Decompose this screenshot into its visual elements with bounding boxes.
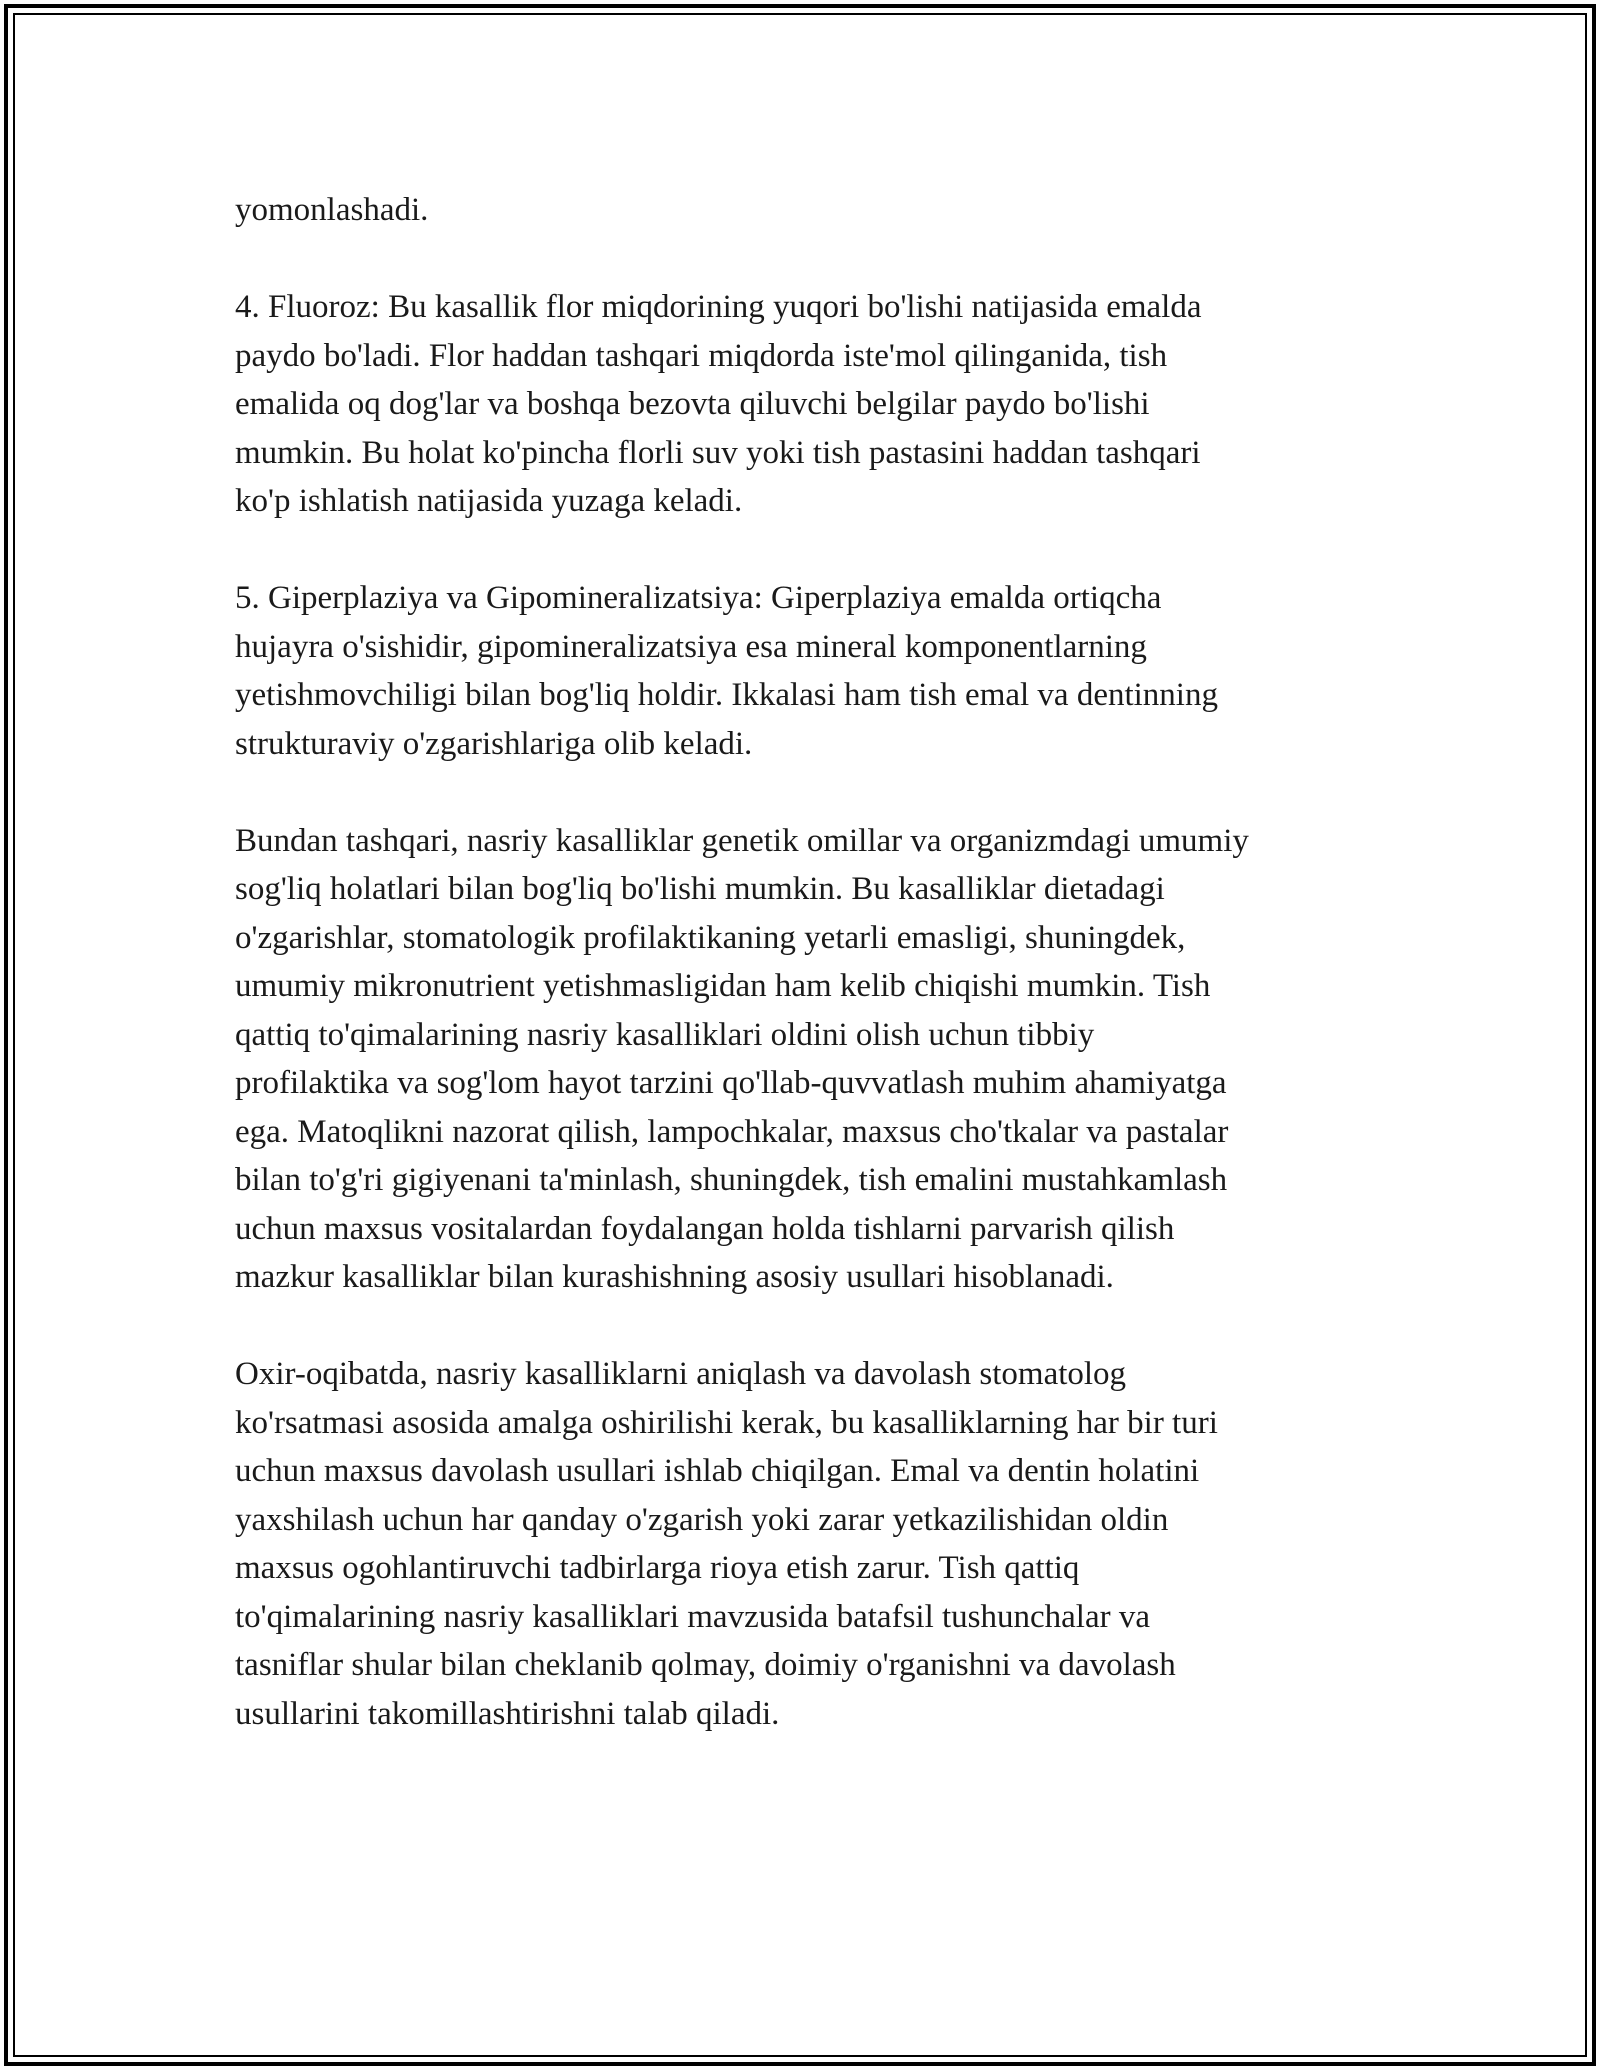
document-body xyxy=(235,186,1375,1787)
paragraph-oxir-oqibatda: Oxir-oqibatda, nasriy kasalliklarni aniqlash va davolash stomatolog ko'rsatmasi asosida amalga oshirilishi kerak, bu kasalliklarning har bir turi uchun maxsus davolash usullari ishlab chiqilgan. Emal va dentin holatini yaxshilash uchun har qanday o'zgarish yoki zarar yetkazilishidan oldin maxsus ogohlantiruvchi tadbirlarga rioya etish zarur. Tish qattiq to'qimalarining nasriy kasalliklari mavzusida batafsil tushunchalar va tasniflar shular bilan cheklanib qolmay, doimiy o'rganishni va davolash usullarini takomillashtirishni talab qiladi. xyxy=(235,1356,1218,1732)
paragraph-bundan-tashqari: Bundan tashqari, nasriy kasalliklar genetik omillar va organizmdagi umumiy sog'liq holatlari bilan bog'liq bo'lishi mumkin. Bu kasalliklar dietadagi o'zgarishlar, stomatologik profilaktikaning yetarli emasligi, shuningdek, umumiy mikronutrient yetishmasligidan ham kelib chiqishi mumkin. Tish qattiq to'qimalarining nasriy kasalliklari oldini olish uchun tibbiy profilaktika va sog'lom hayot tarzini qo'llab-quvvatlash muhim ahamiyatga ega. Matoqlikni nazorat qilish, lampochkalar, maxsus cho'tkalar va pastalar bilan to'g'ri gigiyenani ta'minlash, shuningdek, tish emalini mustahkamlash uchun maxsus vositalardan foydalangan holda tishlarni parvarish qilish mazkur kasalliklar bilan kurashishning asosiy usullari hisoblanadi. xyxy=(235,822,1249,1295)
paragraph-fluoroz: 4. Fluoroz: Bu kasallik flor miqdorining yuqori bo'lishi natijasida emalda paydo bo'ladi. Flor haddan tashqari miqdorda iste'mol qilinganida, tish emalida oq dog'lar va boshqa bezovta qiluvchi belgilar paydo bo'lishi mumkin. Bu holat ko'pincha florli suv yoki tish pastasini haddan tashqari ko'p ishlatish natijasida yuzaga keladi. xyxy=(235,289,1202,519)
paragraph-continuation: yomonlashadi. xyxy=(235,192,429,228)
paragraph-giperplaziya: 5. Giperplaziya va Gipomineralizatsiya: Giperplaziya emalda ortiqcha hujayra o'sishidir, gipomineralizatsiya esa mineral komponentlarning yetishmovchiligi bilan bog'liq holdir. Ikkalasi ham tish emal va dentinning strukturaviy o'zgarishlariga olib keladi. xyxy=(235,580,1218,762)
